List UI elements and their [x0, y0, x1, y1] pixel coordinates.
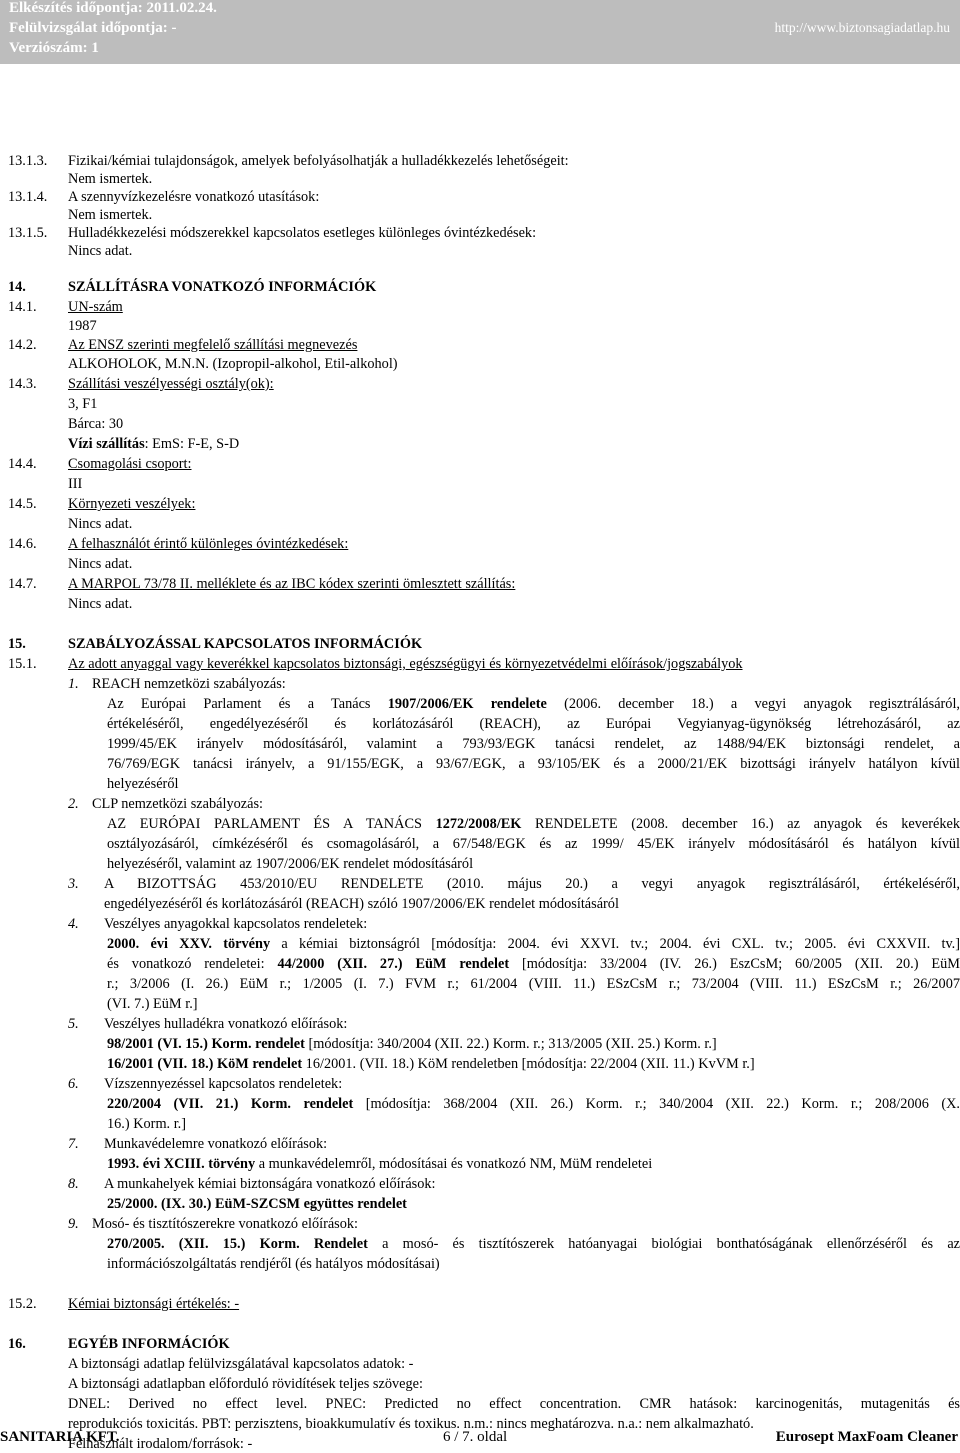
section-number: 13.1.5.: [8, 225, 48, 241]
text-run: [módosítja: 368/2004 (XII. 26.) Korm. r.; 340/2004 (XII. 22.) Korm. r.; 208/2006 (X.: [353, 1096, 960, 1112]
list-item-title: REACH nemzetközi szabályozás:: [92, 676, 286, 692]
subsection-value: III: [68, 476, 83, 492]
list-item-title: Veszélyes hulladékra vonatkozó előírások:: [104, 1016, 348, 1032]
section-number: 14.6.: [8, 536, 37, 552]
subsection-value: 3, F1: [68, 396, 98, 412]
text-run-bold: 1907/2006/EK rendelete: [387, 696, 547, 712]
text-run: [módosítja: 33/2004 (IV. 26.) EszCsM; 60/2005 (XII. 20.) EüM: [509, 956, 960, 972]
list-number: 4.: [68, 916, 79, 932]
list-item-text: [107, 1055, 755, 1073]
list-number: 1.: [68, 676, 79, 692]
text-run: a munkavédelemről, módosításai és vonatkozó NM, MüM rendeletei: [255, 1156, 653, 1172]
list-item-text: [107, 1155, 652, 1173]
section-title: EGYÉB INFORMÁCIÓK: [68, 1336, 230, 1352]
footer-page-number: 6 / 7. oldal: [443, 1429, 508, 1445]
list-number: 2.: [68, 796, 79, 812]
list-number: 8.: [68, 1176, 79, 1192]
version-number: Verziószám: 1: [9, 40, 99, 56]
subsection-value: Nincs adat.: [68, 596, 133, 612]
text-run: Az Európai Parlament és a Tanács: [107, 696, 388, 712]
created-date: Elkészítés időpontja: 2011.02.24.: [9, 0, 217, 16]
water-transport-label: Vízi szállítás: [68, 436, 145, 452]
subsection-title: Az adott anyaggal vagy keverékkel kapcsolatos biztonsági, egészségügyi és környezetvédelmi előírások/jogszabályok: [68, 656, 743, 672]
text-run-bold: 1272/2008/EK: [435, 816, 522, 832]
list-item-title: CLP nemzetközi szabályozás:: [92, 796, 263, 812]
subsection-title: Kémiai biztonsági értékelés: -: [68, 1296, 240, 1312]
subsection-title: Környezeti veszélyek:: [68, 496, 196, 512]
text-run: a mosó- és tisztítószerek hatóanyagai biológiai bonthatóságának ellenőrzéséről és az: [367, 1236, 960, 1252]
list-item-text: információszolgáltatás rendjéről (és hatályos módosításai): [107, 1256, 440, 1272]
info-text: reprodukciós toxicitás. PBT: perzisztens, bioakkumulatív és toxikus. n.m.: nincs meghatározva. n.a.: nem alkalmazható.: [68, 1416, 754, 1432]
section-number: 14.: [8, 279, 26, 295]
list-number: 7.: [68, 1136, 79, 1152]
subsection-title: Fizikai/kémiai tulajdonságok, amelyek befolyásolhatják a hulladékkezelés lehetőségeit:: [68, 153, 569, 169]
text-run-bold: 1993. évi XCIII. törvény: [107, 1156, 256, 1172]
subsection-value: Nincs adat.: [68, 243, 133, 259]
subsection-title: A MARPOL 73/78 II. melléklete és az IBC kódex szerinti ömlesztett szállítás:: [68, 576, 516, 592]
subsection-title: Hulladékkezelési módszerekkel kapcsolatos esetleges különleges óvintézkedések:: [68, 225, 537, 241]
list-item-text: helyezéséről, valamint az 1907/2006/EK rendelet módosításáról: [107, 856, 474, 872]
text-run-bold: 220/2004 (VII. 21.) Korm. rendelet: [107, 1096, 354, 1112]
section-number: 15.2.: [8, 1296, 37, 1312]
section-number: 14.4.: [8, 456, 37, 472]
text-run-bold: 44/2000 (XII. 27.) EüM rendelet: [277, 956, 510, 972]
subsection-title: UN-szám: [68, 299, 123, 315]
subsection-title: Szállítási veszélyességi osztály(ok):: [68, 376, 274, 392]
page-header: [0, 0, 960, 64]
page-footer: [0, 1427, 960, 1447]
section-title: SZABÁLYOZÁSSAL KAPCSOLATOS INFORMÁCIÓK: [68, 636, 423, 652]
text-run-bold: 2000. évi XXV. törvény: [107, 936, 271, 952]
list-item-text: engedélyezéséről és korlátozásáról (REACH) szóló 1907/2006/EK rendelet módosításáról: [104, 896, 619, 912]
list-item-text: 16.) Korm. r.]: [107, 1116, 187, 1132]
text-run: 16/2001. (VII. 18.) KöM rendeletben [módosítja: 22/2004 (XII. 11.) KvVM r.]: [302, 1056, 755, 1072]
subsection-title: Az ENSZ szerinti megfelelő szállítási megnevezés: [68, 337, 358, 353]
website-link[interactable]: http://www.biztonsagiadatlap.hu: [774, 20, 950, 35]
info-text: A biztonsági adatlapban előforduló rövidítések teljes szövege:: [68, 1376, 423, 1392]
list-item-text: (VI. 7.) EüM r.]: [107, 996, 198, 1012]
text-run: [módosítja: 340/2004 (XII. 22.) Korm. r.; 313/2005 (XII. 25.) Korm. r.]: [304, 1036, 717, 1052]
list-item-title: Vízszennyezéssel kapcsolatos rendeletek:: [104, 1076, 343, 1092]
info-text: DNEL: Derived no effect level. PNEC: Predicted no effect concentration. CMR hatások: karcinogenitás, mutagenitás és: [68, 1396, 960, 1412]
list-item-text: 76/769/EGK tanácsi irányelv, a 91/155/EGK, a 93/67/EGK, a 93/105/EK és a 2000/21/EK bizottsági irányelv hatályon kívül: [107, 756, 960, 772]
section-number: 14.1.: [8, 299, 37, 315]
section-number: 15.: [8, 636, 26, 652]
list-item-text: [107, 955, 960, 973]
subsection-title: Csomagolási csoport:: [68, 456, 192, 472]
subsection-value: Bárca: 30: [68, 416, 124, 432]
section-number: 15.1.: [8, 656, 37, 672]
list-item-text: 1999/45/EK irányelv módosításáról, valamint a 793/93/EGK tanácsi rendelet, az 1488/94/EK biztonsági rendelet, a: [107, 736, 960, 752]
subsection-value: 1987: [68, 318, 97, 334]
list-item-text: helyezéséről: [107, 776, 179, 792]
subsection-value: Nem ismertek.: [68, 207, 153, 223]
list-item-title: Veszélyes anyagokkal kapcsolatos rendeletek:: [104, 916, 368, 932]
section-title: SZÁLLÍTÁSRA VONATKOZÓ INFORMÁCIÓK: [68, 279, 377, 295]
list-item-title: Mosó- és tisztítószerekre vonatkozó előírások:: [92, 1216, 359, 1232]
subsection-value: Nincs adat.: [68, 556, 133, 572]
list-number: 6.: [68, 1076, 79, 1092]
text-run: AZ EURÓPAI PARLAMENT ÉS A TANÁCS: [107, 816, 436, 832]
list-item-text: [107, 1035, 717, 1053]
text-run-bold: 270/2005. (XII. 15.) Korm. Rendelet: [107, 1236, 368, 1252]
text-run-bold: 98/2001 (VI. 15.) Korm. rendelet: [107, 1036, 305, 1052]
text-run: és vonatkozó rendeletei:: [107, 956, 278, 972]
section-number: 13.1.4.: [8, 189, 48, 205]
text-run: (2006. december 18.) a vegyi anyagok regisztrálásáról,: [546, 696, 960, 712]
list-item-text: r.; 3/2006 (I. 26.) EüM r.; 1/2005 (I. 7.) FVM r.; 61/2004 (VIII. 11.) ESzCsM r.; 73/2004 (VIII. 11.) ESzCsM r.; 26/2007: [107, 976, 960, 992]
list-item-text: [107, 695, 960, 713]
list-item-text: [107, 1235, 960, 1253]
text-run: a kémiai biztonságról [módosítja: 2004. évi XXVI. tv.; 2004. évi CXL. tv.; 2005. évi CXXVII. tv.]: [270, 936, 960, 952]
section-number: 16.: [8, 1336, 26, 1352]
list-item-text: [107, 935, 960, 953]
section-number: 14.3.: [8, 376, 37, 392]
list-number: 9.: [68, 1216, 79, 1232]
section-number: 14.2.: [8, 337, 37, 353]
text-run: RENDELETE (2008. december 16.) az anyagok és keverékek: [521, 816, 960, 832]
info-text: Felhasznált irodalom/források: -: [68, 1436, 253, 1452]
list-item-text: A BIZOTTSÁG 453/2010/EU RENDELETE (2010. május 20.) a vegyi anyagok regisztrálásáról, értékeléséről,: [104, 876, 960, 892]
section-number: 14.5.: [8, 496, 37, 512]
subsection-value: Nincs adat.: [68, 516, 133, 532]
list-item-text: 25/2000. (IX. 30.) EüM-SZCSM együttes rendelet: [107, 1196, 407, 1212]
list-item-text: [107, 815, 960, 833]
footer-product: Eurosept MaxFoam Cleaner: [775, 1429, 958, 1445]
list-number: 3.: [68, 876, 79, 892]
list-item-title: A munkahelyek kémiai biztonságára vonatkozó előírások:: [104, 1176, 436, 1192]
footer-company: SANITARIA KFT.: [0, 1429, 120, 1445]
subsection-title: A szennyvízkezelésre vonatkozó utasítások:: [68, 189, 320, 205]
list-number: 5.: [68, 1016, 79, 1032]
list-item-title: Munkavédelemre vonatkozó előírások:: [104, 1136, 328, 1152]
info-text: A biztonsági adatlap felülvizsgálatával kapcsolatos adatok: -: [68, 1356, 414, 1372]
list-item-text: értékeléséről, engedélyezéséről és korlátozásáról (REACH), az Európai Vegyianyag-ügynökség létrehozásáról, az: [107, 716, 960, 732]
text-run-bold: 16/2001 (VII. 18.) KöM rendelet: [107, 1056, 303, 1072]
section-number: 13.1.3.: [8, 153, 48, 169]
water-transport-value: : EmS: F-E, S-D: [144, 436, 240, 452]
subsection-value: Nem ismertek.: [68, 171, 153, 187]
review-date: Felülvizsgálat időpontja: -: [9, 20, 177, 36]
subsection-value: ALKOHOLOK, M.N.N. (Izopropil-alkohol, Etil-alkohol): [68, 356, 398, 372]
subsection-value: [68, 435, 239, 453]
section-number: 14.7.: [8, 576, 37, 592]
list-item-text: osztályozásáról, címkézéséről és csomagolásáról, a 67/548/EGK és az 1999/ 45/EK irányelv módosításáról és hatályon kívül: [107, 836, 960, 852]
subsection-title: A felhasználót érintő különleges óvintézkedések:: [68, 536, 349, 552]
list-item-text: [107, 1095, 960, 1113]
